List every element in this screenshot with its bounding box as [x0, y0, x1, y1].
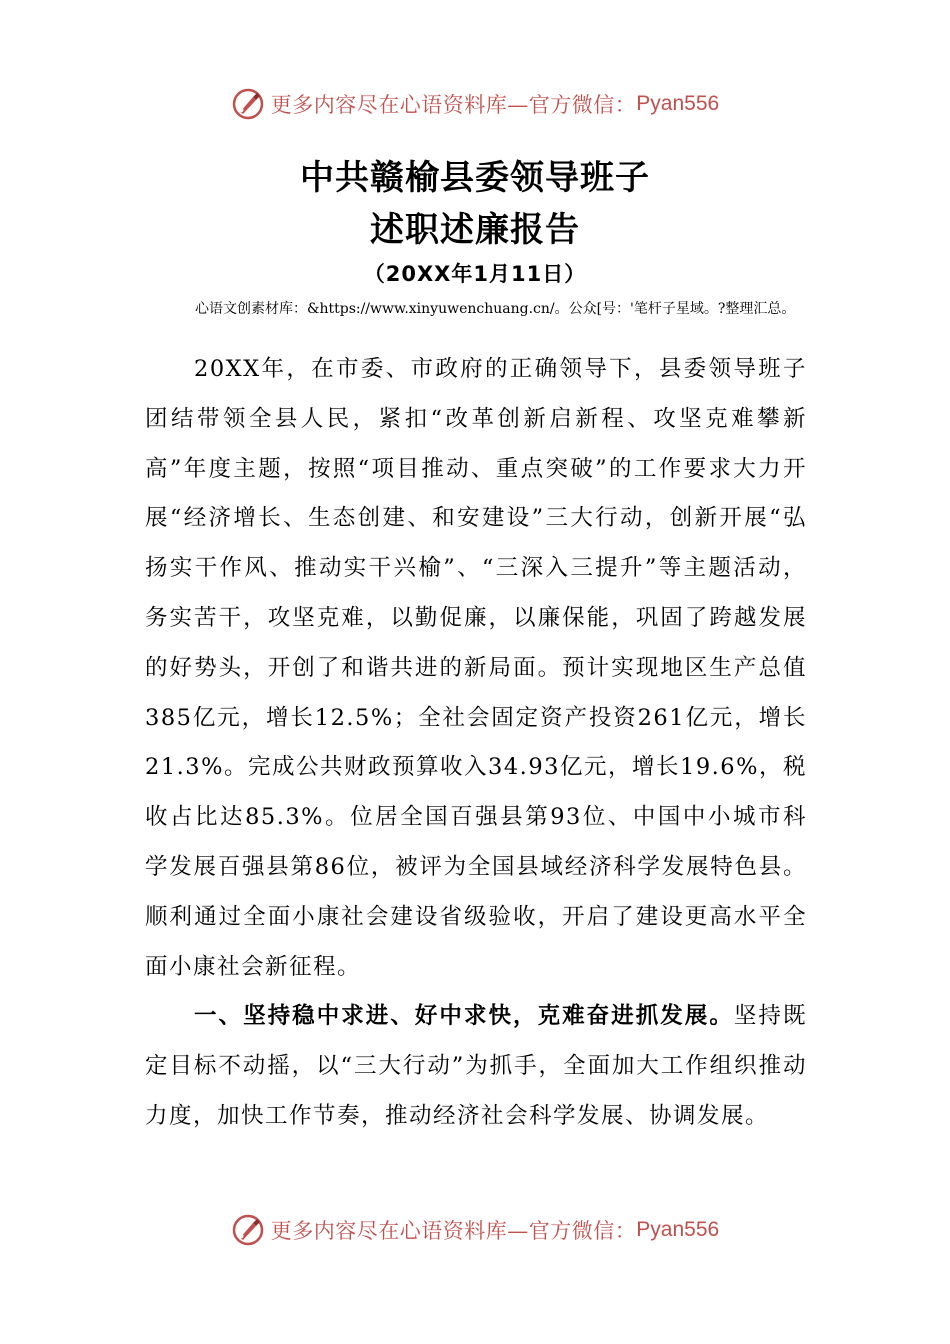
document-title-line1: 中共赣榆县委领导班子 — [300, 158, 650, 198]
pen-logo-icon — [231, 1213, 265, 1247]
paragraph-intro: 20XX年，在市委、市政府的正确领导下，县委领导班子团结带领全县人民，紧扣“改革创新启新程、攻坚克难攀新高”年度主题，按照“项目推动、重点突破”的工作要求大力开展“经济增长、生态创建、和安建设”三大行动，创新开展“弘扬实干作风、推动实干兴榆”、“三深入三提升”等主题活动，务实苦干，攻坚克难，以勤促廉，以廉保能，巩固了跨越发展的好势头，开创了和谐共进的新局面。预计实现地区生产总值385亿元，增长12.5%；全社会固定资产投资261亿元，增长21.3%。完成公共财政预算收入34.93亿元，增长19.6%，税收占比达85.3%。位居全国百强县第93位、中国中小城市科学发展百强县第86位，被评为全国县域经济科学发展特色县。顺利通过全面小康社会建设省级验收，开启了建设更高水平全面小康社会新征程。 — [145, 356, 807, 980]
banner-wechat-id: Pyan556 — [636, 92, 720, 115]
source-note: 心语文创素材库：&https://www.xinyuwenchuang.cn/。公众[号：'笔杆子星域。?整理汇总。 — [195, 301, 796, 317]
header-banner — [0, 84, 950, 124]
banner-text: 更多内容尽在心语资料库—官方微信： — [270, 1219, 637, 1243]
document-date: （20XX年1月11日） — [363, 262, 587, 286]
document-title-line2: 述职述廉报告 — [370, 210, 580, 250]
banner-wechat-id: Pyan556 — [636, 1218, 720, 1241]
pen-logo-icon — [231, 87, 265, 121]
section-1-heading: 一、坚持稳中求进、好中求快，克难奋进抓发展。 — [194, 1003, 734, 1029]
section-1-text: 坚持既定目标不动摇，以“三大行动”为抓手，全面加大工作组织推动力度，加快工作节奏，推动经济社会科学发展、协调发展。 — [145, 1003, 807, 1129]
paragraph-section-1 — [145, 992, 807, 1141]
banner-text: 更多内容尽在心语资料库—官方微信： — [270, 93, 637, 117]
footer-banner — [0, 1210, 950, 1250]
